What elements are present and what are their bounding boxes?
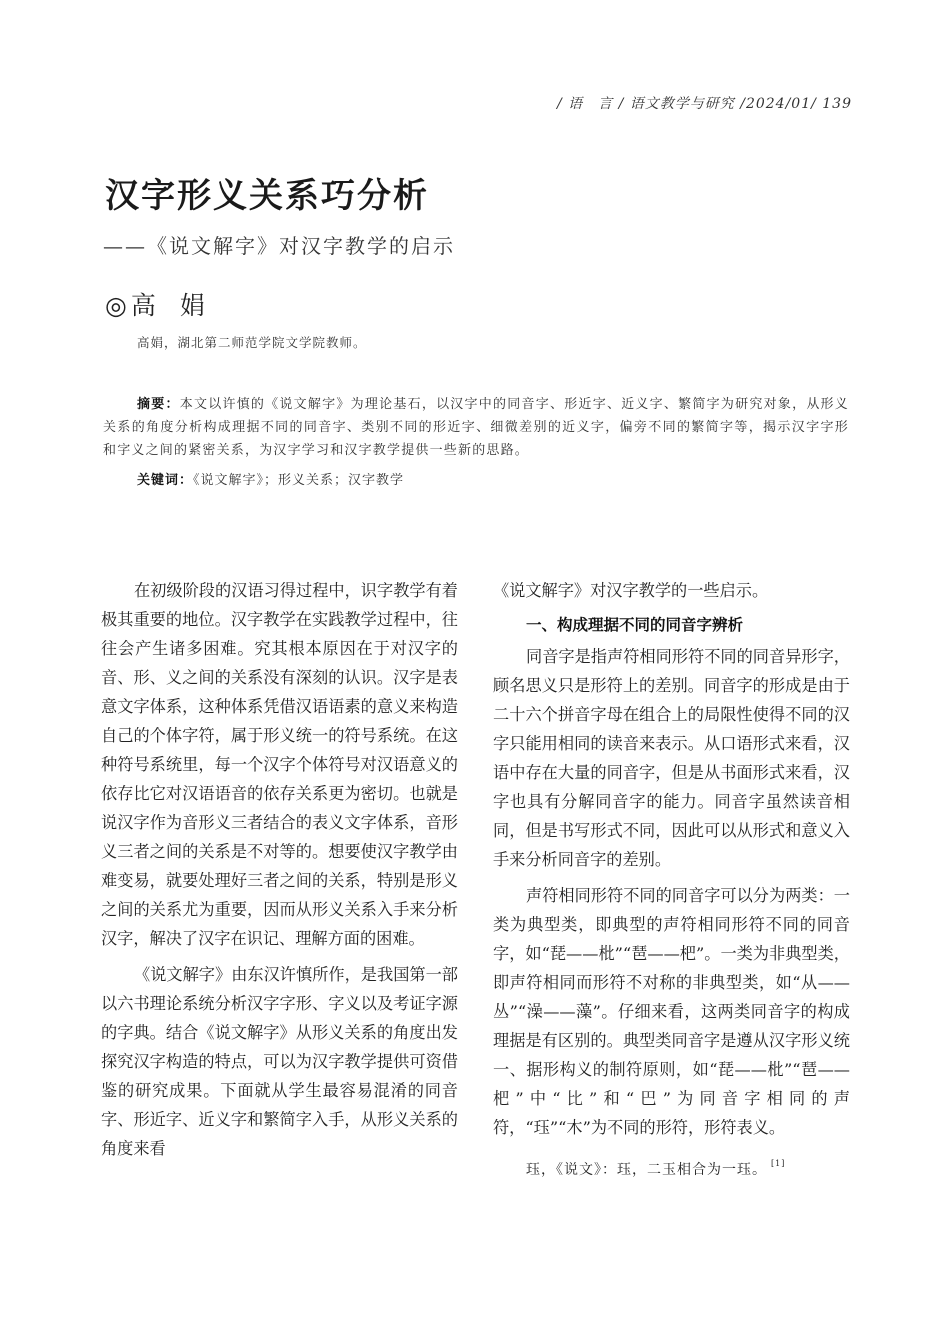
author-mark: ◎ [105,291,127,320]
body-paragraph: 声符相同形符不同的同音字可以分为两类：一类为典型类，即典型的声符相同形符不同的同音字，如“琵——枇”“琶——杷”。一类为非典型类，即声符相同而形符不对称的非典型类，如“从——丛”“澡——藻”。仔细来看，这两类同音字的构成理据是有区别的。典型类同音字是遵从汉字形义统一、据形构义的制符原则，如“琵——枇”“琶——杷”中“比”和“巴”为同音字相同的声符，“珏”“木”为不同的形符，形符表义。 [493,886,850,1137]
body-paragraph: 在初级阶段的汉语习得过程中，识字教学有着极其重要的地位。汉字教学在实践教学过程中，往往会产生诸多困难。究其根本原因在于对汉字的音、形、义之间的关系没有深刻的认识。汉字是表意文字体系，这种体系凭借汉语语素的意义来构造自己的个体字符，属于形义统一的符号系统。在这种符号系统里，每一个汉字个体符号对汉语意义的依存比它对汉语语音的依存关系更为密切。也就是说汉字作为音形义三者结合的表义文字体系，音形义三者之间的关系是不对等的。想要使汉字教学由难变易，就要处理好三者之间的关系，特别是形义之间的关系尤为重要，因而从形义关系入手来分析汉字，解决了汉字在识记、理解方面的困难。 [101,581,458,948]
abstract-text: 本文以许慎的《说文解字》为理论基石，以汉字中的同音字、形近字、近义字、繁简字为研究对象，从形义关系的角度分析构成理据不同的同音字、类别不同的形近字、细微差别的近义字，偏旁不同的繁简字等，揭示汉字字形和字义之间的紧密关系，为汉字学习和汉字教学提供一些新的思路。 [103,397,849,458]
abstract [103,393,849,462]
footnote-ref: [1] [771,1159,786,1168]
section-heading: 一、构成理据不同的同音字辨析 [526,616,744,634]
body-paragraph: 《说文解字》由东汉许慎所作，是我国第一部以六书理论系统分析汉字字形、字义以及考证字源的字典。结合《说文解字》从形义关系的角度出发探究汉字构造的特点，可以为汉字教学提供可资借鉴的研究成果。下面就从学生最容易混淆的同音字、形近字、近义字和繁简字入手，从形义关系的角度来看 [101,965,458,1158]
author-name: 高娟 [130,291,229,320]
keywords [137,469,404,488]
quotation [493,1149,850,1185]
author-line [105,286,229,322]
quotation-text: 珏，《说文》：珏，二玉相合为一珏。 [526,1162,767,1178]
body-paragraph: 同音字是指声符相同形符不同的同音异形字，顾名思义只是形符上的差别。同音字的形成是由于二十六个拼音字母在组合上的局限性使得不同的汉字只能用相同的读音来表示。从口语形式来看，汉语中存在大量的同音字，但是从书面形式来看，汉字也具有分解同音字的能力。同音字虽然读音相同，但是书写形式不同，因此可以从形式和意义入手来分析同音字的差别。 [493,647,850,869]
abstract-label: 摘要： [137,397,180,412]
keywords-text: 《说文解字》；形义关系；汉字教学 [193,473,405,488]
running-head: / 语 言 / 语文教学与研究 /2024/01/ 139 [557,96,852,112]
body-column-left [101,576,458,1170]
body-paragraph: 《说文解字》对汉字教学的一些启示。 [493,581,769,600]
author-bio: 高娟，湖北第二师范学院文学院教师。 [137,335,367,350]
body-column-right [493,576,850,1192]
article-title: 汉字形义关系巧分析 [105,176,429,216]
keywords-label: 关键词： [137,473,194,488]
article-subtitle: ——《说文解字》对汉字教学的启示 [103,234,455,258]
